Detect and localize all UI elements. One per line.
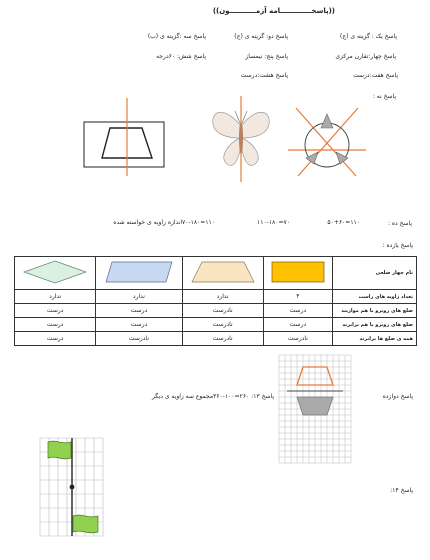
row-label-all-sides-equal: همه ی ضلع ها برابرند <box>333 332 417 346</box>
table-cell: درست <box>263 318 332 332</box>
table-cell: نادرست <box>263 332 332 346</box>
table-cell: درست <box>15 332 96 346</box>
flag-grid-figure <box>40 438 106 548</box>
answer-6: پاسخ شش: ۶۰درجه <box>156 53 206 60</box>
row-label-right-angles: تعداد زاویه های راست <box>333 290 417 304</box>
answer-2: پاسخ دو: گزینه ی (ج) <box>234 33 288 40</box>
answer-10-part-2: ۷۰=۱۱۰-۱۸۰ <box>257 219 290 226</box>
table-shape-cell <box>263 257 332 290</box>
answer-14: پاسخ ۱۴: <box>390 487 413 494</box>
answer-11: پاسخ یازده : <box>382 242 413 249</box>
table-cell: درست <box>15 304 96 318</box>
answer-1: پاسخ یک : گزینه ی (ج) <box>339 33 397 40</box>
table-cell: نادرست <box>182 304 263 318</box>
table-shape-cell <box>182 257 263 290</box>
answer-4: پاسخ چهار:تقارن مرکزی <box>335 53 396 60</box>
table-cell: درست <box>96 304 182 318</box>
answer-8: پاسخ هشت:درست <box>240 72 288 79</box>
table-cell: نادرست <box>182 332 263 346</box>
table-shape-cell <box>15 257 96 290</box>
parallelogram-shape <box>104 260 174 284</box>
table-cell: ندارد <box>15 290 96 304</box>
table-cell: نادرست <box>96 332 182 346</box>
rectangle-shape <box>270 260 326 284</box>
circle-triangles-figure <box>288 100 366 178</box>
table-cell: نادرست <box>182 318 263 332</box>
answer-13: پاسخ ۱۳: ۲۶۰=۱۰۰-۳۶۰مجموع سه زاویه ی دیگر <box>151 393 274 400</box>
answer-12: پاسخ دوازده <box>382 393 413 400</box>
trapezoid-shape <box>190 260 256 284</box>
answer-5: پاسخ پنج: نیمساز <box>245 53 288 60</box>
row-label-opposite-parallel: ضلع های روبرو با هم موازیند <box>333 304 417 318</box>
answer-7: پاسخ هفت:درست <box>353 72 398 79</box>
answer-10-part-3: ۱۱۰=۷۰-۱۸۰اندازه زاویه ی خواسته شده <box>113 219 215 226</box>
rectangle-symmetry-figure <box>80 98 170 176</box>
answer-10-label: پاسخ ده : <box>387 220 412 227</box>
answer-10-part-1: ۱۱۰=۵۰+۶۰ <box>327 219 360 226</box>
answer-3: پاسخ سه :گزینه ی (ب) <box>147 33 206 40</box>
table-cell: ندارد <box>96 290 182 304</box>
quadrilateral-table <box>14 256 417 346</box>
table-cell: ۴ <box>263 290 332 304</box>
page-title: ((پاسخـــــــــــــامه آزمـــــــــــون)) <box>212 7 335 15</box>
table-cell: درست <box>15 318 96 332</box>
table-header-label: نام چهار ضلعی <box>333 257 417 290</box>
rhombus-shape <box>22 259 88 285</box>
table-shape-cell <box>96 257 182 290</box>
table-cell: درست <box>96 318 182 332</box>
reflection-grid-figure <box>279 355 351 465</box>
table-cell: ندارد <box>182 290 263 304</box>
table-cell: درست <box>263 304 332 318</box>
answer-9: پاسخ نه : <box>372 93 396 100</box>
butterfly-symmetry-figure <box>205 96 275 182</box>
row-label-opposite-equal: ضلع های روبرو با هم برابرند <box>333 318 417 332</box>
